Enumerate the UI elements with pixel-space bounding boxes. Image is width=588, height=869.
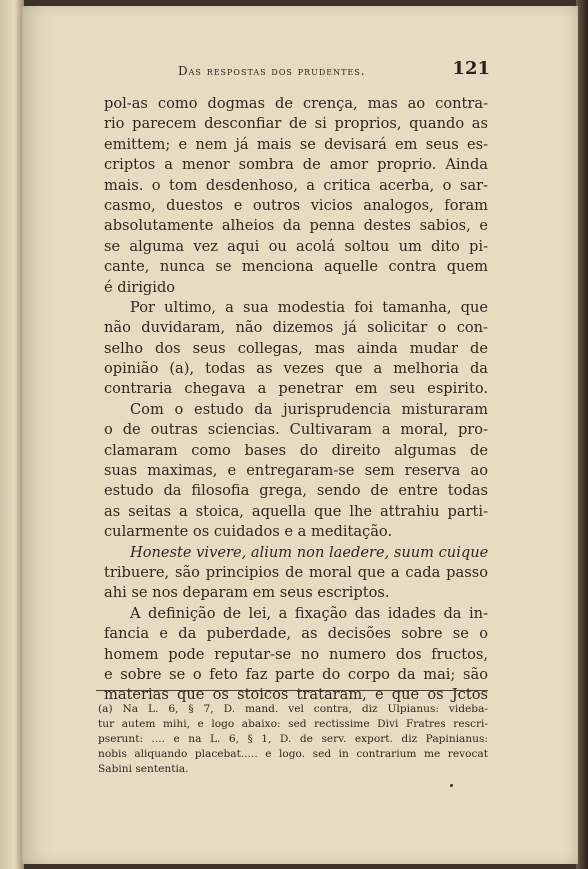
page-header xyxy=(178,58,490,82)
footnotes xyxy=(98,702,488,777)
footnote-line: (a) Na L. 6, § 7, D. mand. vel contra, diz Ulpianus: videba- xyxy=(98,703,488,715)
text-line: materias que os stoicos trataram, e que os Jctos xyxy=(104,686,488,704)
text-line: Por ultimo, a sua modestia foi tamanha, que xyxy=(130,298,488,316)
text-line: opinião (a), todas as vezes que a melhoria da xyxy=(104,360,488,378)
text-line: é dirigido xyxy=(104,278,176,296)
text-line: clamaram como bases do direito algumas de xyxy=(104,441,488,459)
text-line: emittem; e nem já mais se devisará em seus es- xyxy=(104,135,488,153)
text-line: Honeste vivere, alium non laedere, suum cuique xyxy=(130,543,489,561)
text-line: criptos a menor sombra de amor proprio. Ainda xyxy=(104,156,488,174)
text-line: cante, nunca se menciona aquelle contra quem xyxy=(104,258,488,276)
footnote-line: nobis aliquando placebat..... e logo. sed in contrarium me revocat xyxy=(98,748,488,760)
text-line: o de outras sciencias. Cultivaram a moral, pro- xyxy=(104,421,488,439)
text-line: casmo, duestos e outros vicios analogos, foram xyxy=(104,196,488,214)
footnote-rule xyxy=(96,690,488,691)
text-line: A definição de lei, a fixação das idades da in- xyxy=(130,604,488,622)
text-line: cularmente os cuidados e a meditação. xyxy=(104,523,393,541)
text-line: se alguma vez aqui ou acolá soltou um dito pi- xyxy=(104,237,488,255)
text-line: Com o estudo da jurisprudencia misturaram xyxy=(130,400,488,418)
text-line: selho dos seus collegas, mas ainda mudar de xyxy=(104,339,488,357)
text-line: pol-as como dogmas de crença, mas ao contra- xyxy=(104,95,488,112)
text-line: as seitas a stoica, aquella que lhe attrahiu parti- xyxy=(104,502,488,520)
footnote-line: tur autem mihi, e logo abaixo: sed rectissime Divi Fratres rescri- xyxy=(98,718,488,730)
running-title: Das respostas dos prudentes. xyxy=(178,64,366,78)
text-line: e sobre se o feto faz parte do corpo da mai; são xyxy=(104,665,488,683)
text-line: tribuere, são principios de moral que a cada passo xyxy=(104,563,488,581)
text-line: suas maximas, e entregaram-se sem reserva ao xyxy=(104,462,488,480)
text-line: contraria chegava a penetrar em seu espirito. xyxy=(104,380,488,398)
facing-page-edge xyxy=(0,0,24,869)
ink-speck xyxy=(450,784,453,787)
text-line: absolutamente alheios da penna destes sabios, e xyxy=(104,217,488,235)
text-line: ahi se nos deparam em seus escriptos. xyxy=(104,584,390,602)
text-line: homem pode reputar-se no numero dos fructos, xyxy=(104,645,488,663)
main-text xyxy=(104,94,488,706)
page-number: 121 xyxy=(452,58,490,79)
text-line: fancia e da puberdade, as decisões sobre se o xyxy=(104,625,488,643)
footnote-line: pserunt: .... e na L. 6, § 1, D. de serv. export. diz Papinianus: xyxy=(98,733,488,745)
text-line: não duvidaram, não dizemos já solicitar o con- xyxy=(104,319,488,337)
text-line: rio parecem desconfiar de si proprios, quando as xyxy=(104,115,488,133)
text-line: estudo da filosofia grega, sendo de entre todas xyxy=(104,482,488,500)
footnote-line: Sabini sententia. xyxy=(98,763,189,775)
text-line: mais. o tom desdenhoso, a critica acerba, o sar- xyxy=(104,176,488,194)
